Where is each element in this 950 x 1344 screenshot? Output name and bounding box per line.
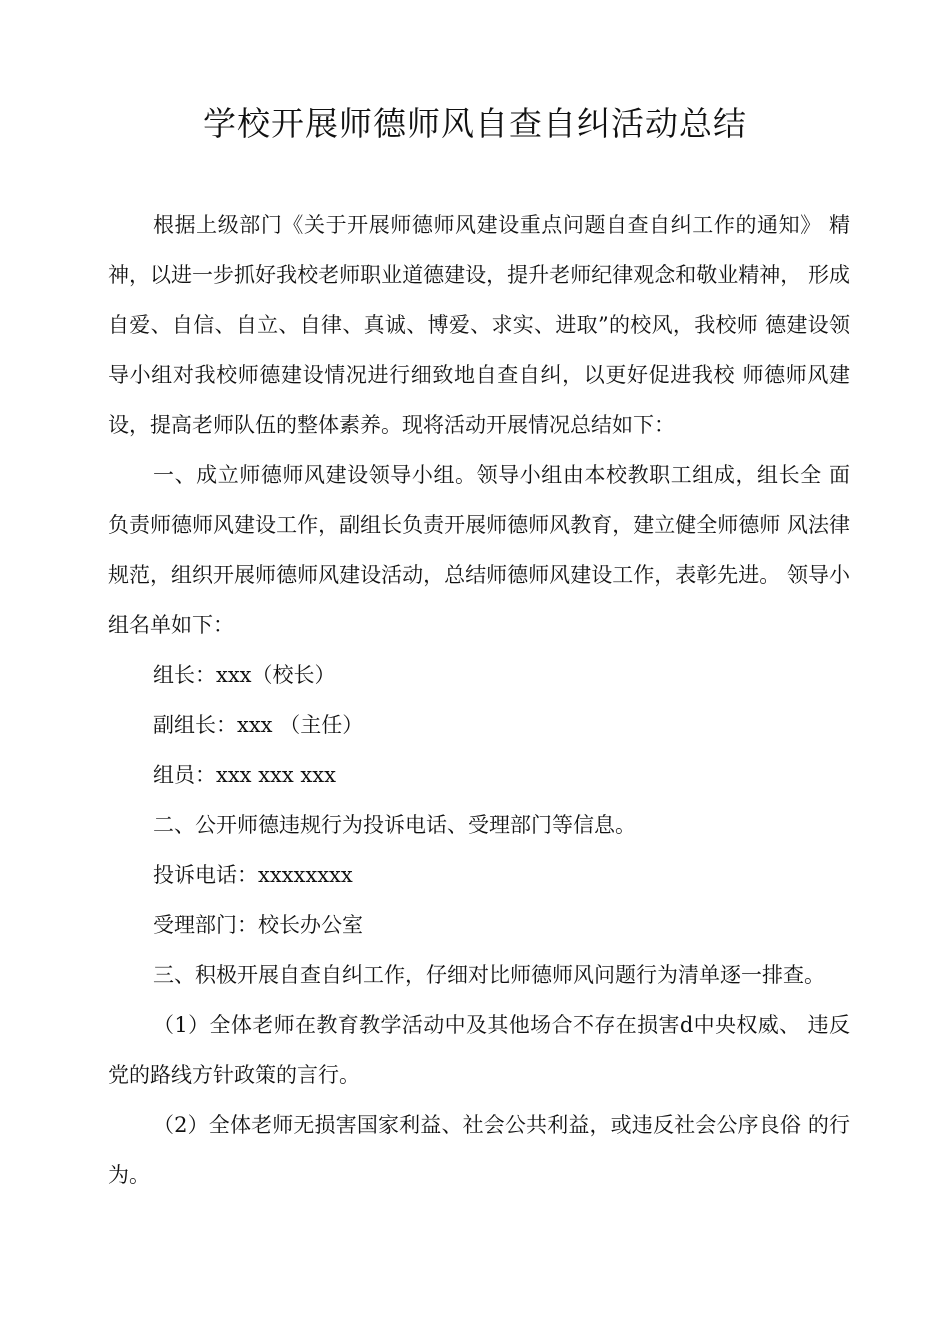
deputy-leader-line: 副组长：xxx （主任） [153,713,364,737]
section-three-heading: 三、积极开展自查自纠工作，仔细对比师德师风问题行为清单逐一排查。 [153,963,825,987]
members-line: 组员：xxx xxx xxx [153,763,336,787]
section-two-heading: 二、公开师德违规行为投诉电话、受理部门等信息。 [153,813,636,837]
leader-line: 组长：xxx（校长） [153,663,336,687]
complaint-phone-line: 投诉电话：xxxxxxxx [153,863,353,887]
check-item-2: （2）全体老师无损害国家利益、社会公共利益，或违反社会公序良俗 的行为。 [108,1113,850,1187]
document-title: 学校开展师德师风自查自纠活动总结 [203,104,747,143]
check-item-1: （1）全体老师在教育教学活动中及其他场合不存在损害d中央权威、 违反党的路线方针政策的言行。 [108,1013,850,1087]
receiving-department-line: 受理部门：校长办公室 [153,913,363,937]
document-body [108,200,850,1200]
intro-paragraph: 根据上级部门《关于开展师德师风建设重点问题自查自纠工作的通知》 精神，以进一步抓好我校老师职业道德建设，提升老师纪律观念和敬业精神， 形成自爱、自信、自立、自律、真诚、博爱、求实、进取”的校风，我校师 德建设领导小组对我校师德建设情况进行细致地自查自纠，以更好促进我校 师德师风建设，提高老师队伍的整体素养。现将活动开展情况总结如下： [108,213,850,437]
section-one-paragraph: 一、成立师德师风建设领导小组。领导小组由本校教职工组成，组长全 面负责师德师风建设工作，副组长负责开展师德师风教育，建立健全师德师 风法律规范，组织开展师德师风建设活动，总结师德师风建设工作，表彰先进。 领导小组名单如下： [108,463,850,637]
